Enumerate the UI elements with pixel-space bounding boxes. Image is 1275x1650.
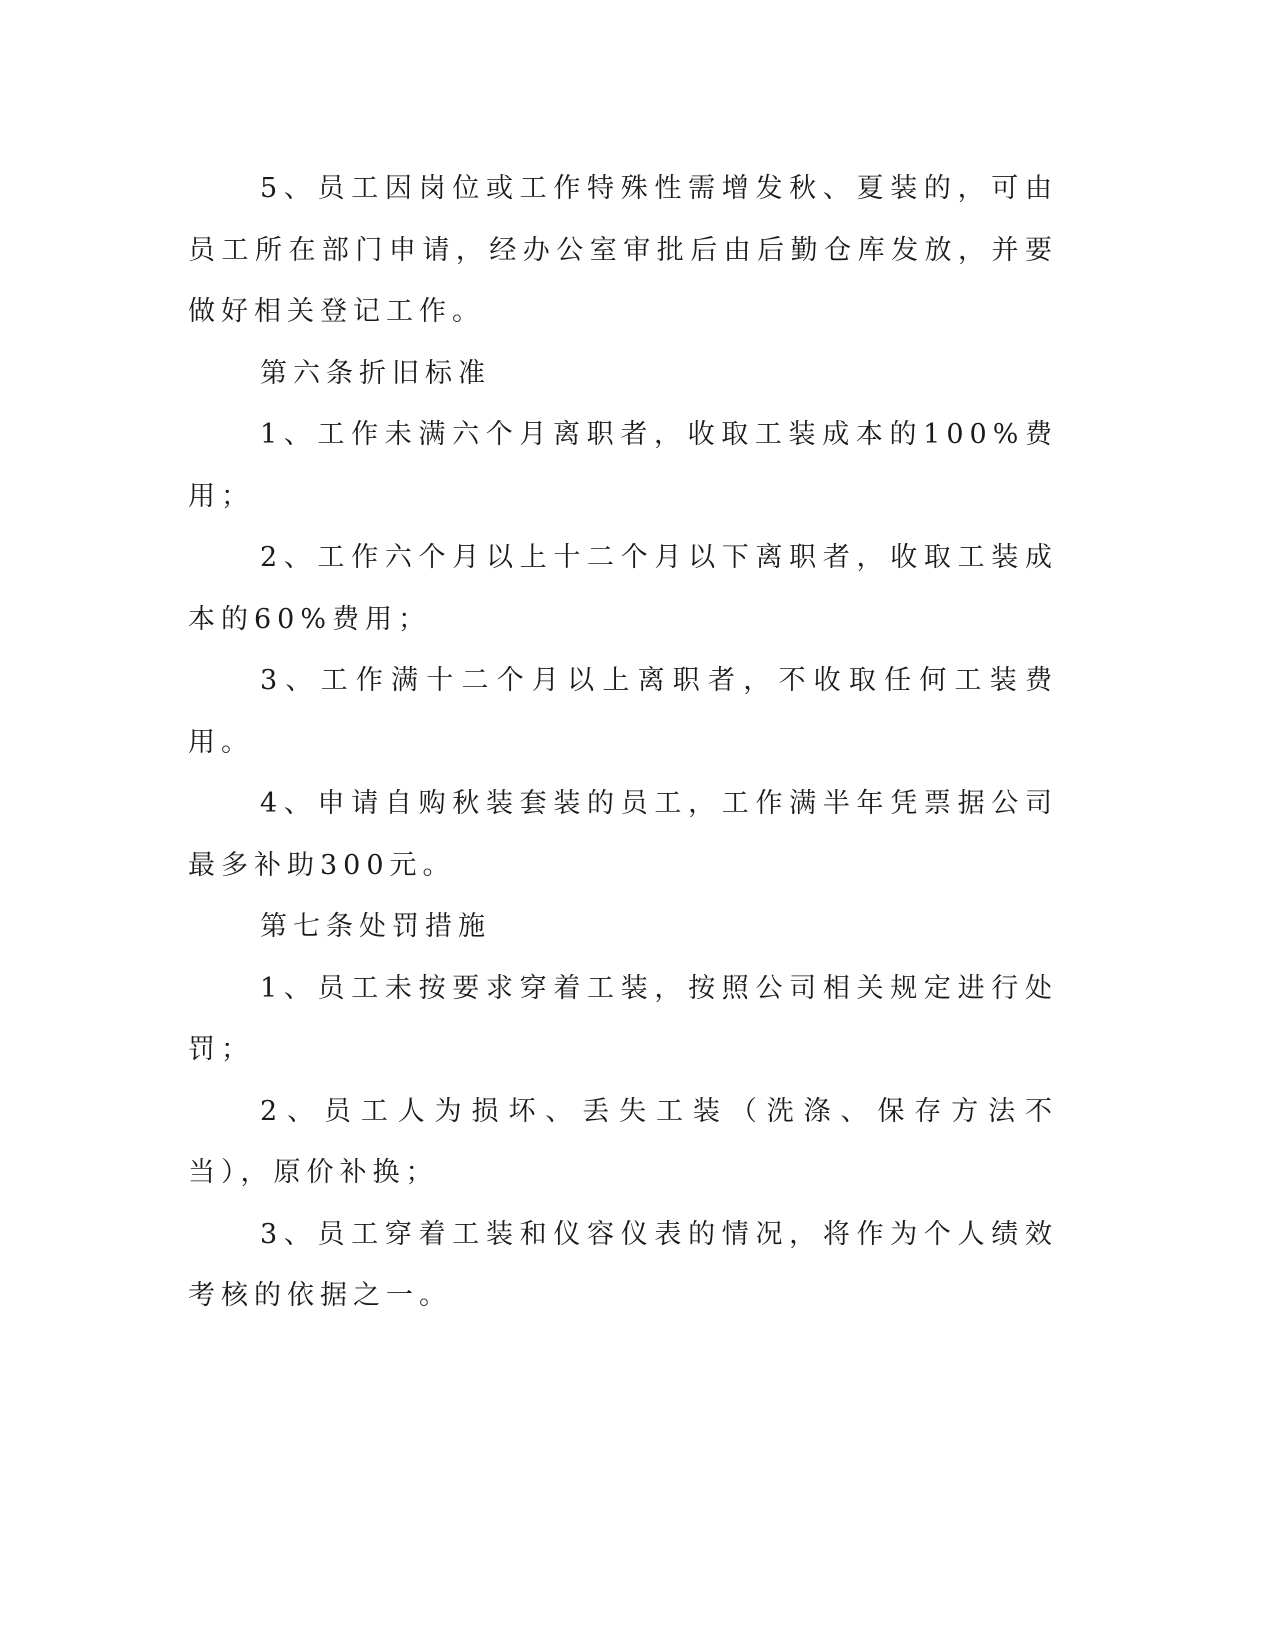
document-body (188, 158, 1058, 1327)
paragraph-penalty-1: 1、员工未按要求穿着工装，按照公司相关规定进行处罚； (188, 972, 1058, 1065)
paragraph-extra-uniform: 5、员工因岗位或工作特殊性需增发秋、夏装的，可由员工所在部门申请，经办公室审批后由后勤仓库发放，并要做好相关登记工作。 (188, 173, 1058, 327)
paragraph-depreciation-2: 2、工作六个月以上十二个月以下离职者，收取工装成本的60%费用； (188, 542, 1058, 635)
paragraph-penalty-2: 2、员工人为损坏、丢失工装（洗涤、保存方法不当），原价补换； (188, 1095, 1058, 1188)
heading-article-six: 第六条折旧标准 (260, 357, 491, 389)
paragraph-depreciation-3: 3、工作满十二个月以上离职者，不收取任何工装费用。 (188, 665, 1058, 758)
paragraph-penalty-3: 3、员工穿着工装和仪容仪表的情况，将作为个人绩效考核的依据之一。 (188, 1218, 1058, 1311)
paragraph-depreciation-1: 1、工作未满六个月离职者，收取工装成本的100%费用； (188, 419, 1058, 512)
paragraph-depreciation-4: 4、申请自购秋装套装的员工，工作满半年凭票据公司最多补助300元。 (188, 788, 1058, 881)
heading-article-seven: 第七条处罚措施 (260, 911, 491, 942)
